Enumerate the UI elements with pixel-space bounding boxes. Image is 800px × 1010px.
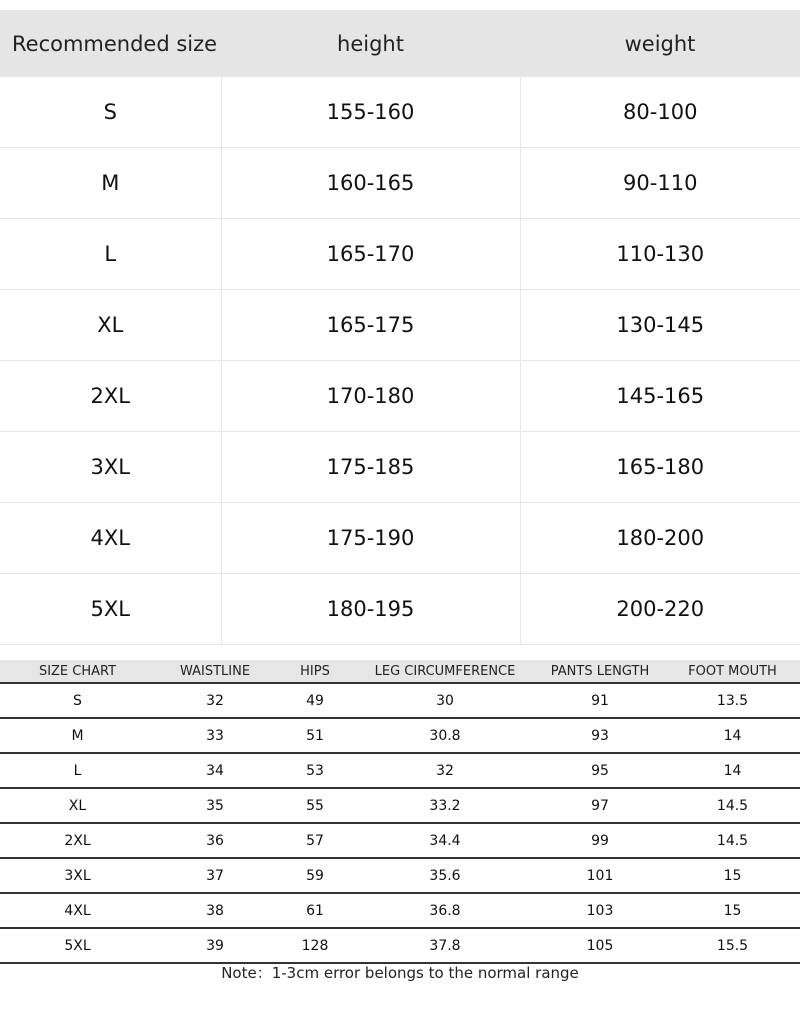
weight-cell: 180-200 [520, 503, 800, 574]
size-cell: 4XL [0, 893, 155, 928]
waistline-cell: 36 [155, 823, 275, 858]
header-leg-circumference: LEG CIRCUMFERENCE [355, 660, 535, 683]
header-height: height [221, 10, 520, 77]
size-cell: S [0, 77, 221, 148]
pants-length-cell: 99 [535, 823, 665, 858]
header-waistline: WAISTLINE [155, 660, 275, 683]
height-cell: 165-175 [221, 290, 520, 361]
table-row [0, 77, 800, 148]
hips-cell: 49 [275, 683, 355, 718]
waistline-cell: 34 [155, 753, 275, 788]
weight-cell: 165-180 [520, 432, 800, 503]
size-cell: 3XL [0, 858, 155, 893]
height-cell: 175-185 [221, 432, 520, 503]
table-row [0, 858, 800, 893]
table-row [0, 361, 800, 432]
table-row [0, 893, 800, 928]
table-row [0, 574, 800, 645]
foot-mouth-cell: 14.5 [665, 788, 800, 823]
foot-mouth-cell: 13.5 [665, 683, 800, 718]
table-row [0, 503, 800, 574]
waistline-cell: 35 [155, 788, 275, 823]
leg-circumference-cell: 34.4 [355, 823, 535, 858]
header-foot-mouth: FOOT MOUTH [665, 660, 800, 683]
weight-cell: 80-100 [520, 77, 800, 148]
foot-mouth-cell: 14.5 [665, 823, 800, 858]
leg-circumference-cell: 30.8 [355, 718, 535, 753]
table-row [0, 823, 800, 858]
header-pants-length: PANTS LENGTH [535, 660, 665, 683]
waistline-cell: 38 [155, 893, 275, 928]
table-row [0, 432, 800, 503]
error-note: Note：1-3cm error belongs to the normal range [221, 964, 579, 982]
leg-circumference-cell: 35.6 [355, 858, 535, 893]
size-cell: 4XL [0, 503, 221, 574]
table-row [0, 718, 800, 753]
leg-circumference-cell: 32 [355, 753, 535, 788]
table-row [0, 753, 800, 788]
foot-mouth-cell: 14 [665, 718, 800, 753]
weight-cell: 90-110 [520, 148, 800, 219]
foot-mouth-cell: 15 [665, 893, 800, 928]
height-cell: 160-165 [221, 148, 520, 219]
waistline-cell: 37 [155, 858, 275, 893]
height-cell: 165-170 [221, 219, 520, 290]
pants-length-cell: 95 [535, 753, 665, 788]
foot-mouth-cell: 14 [665, 753, 800, 788]
recommended-header-row [0, 10, 800, 77]
pants-length-cell: 97 [535, 788, 665, 823]
height-cell: 155-160 [221, 77, 520, 148]
foot-mouth-cell: 15 [665, 858, 800, 893]
size-chart-table [0, 660, 800, 964]
leg-circumference-cell: 36.8 [355, 893, 535, 928]
table-row [0, 788, 800, 823]
table-row [0, 928, 800, 963]
leg-circumference-cell: 33.2 [355, 788, 535, 823]
header-hips: HIPS [275, 660, 355, 683]
size-cell: L [0, 219, 221, 290]
table-row [0, 219, 800, 290]
pants-length-cell: 93 [535, 718, 665, 753]
waistline-cell: 33 [155, 718, 275, 753]
table-row [0, 148, 800, 219]
hips-cell: 59 [275, 858, 355, 893]
size-cell: S [0, 683, 155, 718]
header-recommended-size: Recommended size [0, 10, 221, 77]
hips-cell: 51 [275, 718, 355, 753]
header-weight: weight [520, 10, 800, 77]
leg-circumference-cell: 30 [355, 683, 535, 718]
height-cell: 180-195 [221, 574, 520, 645]
hips-cell: 55 [275, 788, 355, 823]
pants-length-cell: 91 [535, 683, 665, 718]
hips-cell: 128 [275, 928, 355, 963]
pants-length-cell: 103 [535, 893, 665, 928]
height-cell: 170-180 [221, 361, 520, 432]
recommended-size-table [0, 10, 800, 645]
hips-cell: 57 [275, 823, 355, 858]
size-cell: 2XL [0, 361, 221, 432]
pants-length-cell: 101 [535, 858, 665, 893]
waistline-cell: 32 [155, 683, 275, 718]
hips-cell: 61 [275, 893, 355, 928]
weight-cell: 145-165 [520, 361, 800, 432]
size-cell: XL [0, 290, 221, 361]
pants-length-cell: 105 [535, 928, 665, 963]
size-cell: 5XL [0, 928, 155, 963]
hips-cell: 53 [275, 753, 355, 788]
table-row [0, 683, 800, 718]
leg-circumference-cell: 37.8 [355, 928, 535, 963]
foot-mouth-cell: 15.5 [665, 928, 800, 963]
size-cell: XL [0, 788, 155, 823]
size-chart-header-row [0, 660, 800, 683]
waistline-cell: 39 [155, 928, 275, 963]
size-cell: 2XL [0, 823, 155, 858]
size-cell: M [0, 148, 221, 219]
header-size-chart: SIZE CHART [0, 660, 155, 683]
weight-cell: 130-145 [520, 290, 800, 361]
weight-cell: 200-220 [520, 574, 800, 645]
weight-cell: 110-130 [520, 219, 800, 290]
size-cell: M [0, 718, 155, 753]
size-cell: L [0, 753, 155, 788]
table-row [0, 290, 800, 361]
height-cell: 175-190 [221, 503, 520, 574]
size-cell: 3XL [0, 432, 221, 503]
size-cell: 5XL [0, 574, 221, 645]
